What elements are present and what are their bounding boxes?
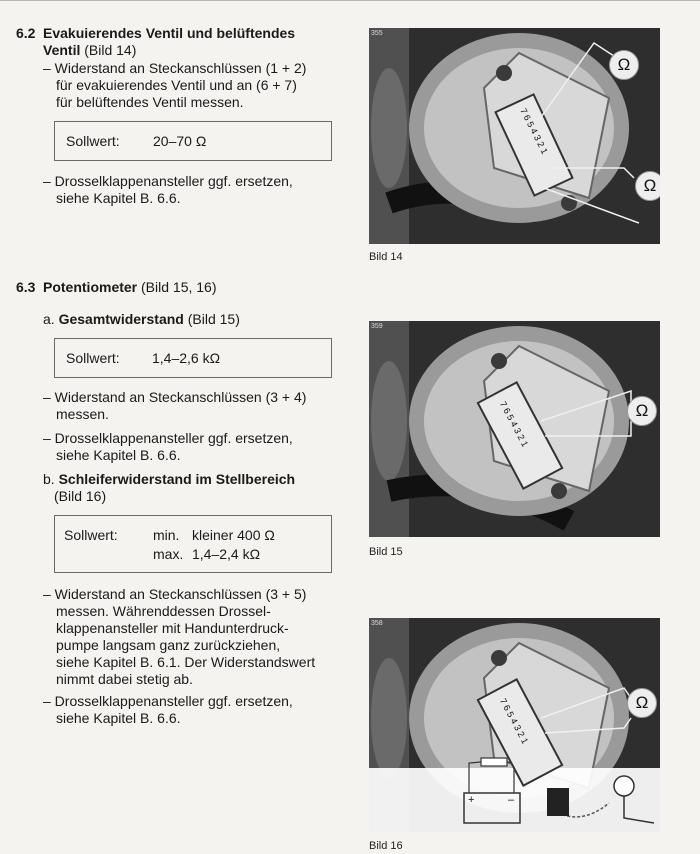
- sollwert-value: 20–70 Ω: [153, 133, 207, 149]
- subsection-b-item1: [43, 586, 315, 688]
- ohmmeter-icon: Ω: [627, 396, 657, 426]
- section-6-2-item1: [43, 60, 306, 111]
- section-6-2-title-line1: Evakuierendes Ventil und belüftendes: [43, 25, 296, 41]
- figure-14-caption: Bild 14: [369, 251, 403, 263]
- section-6-2-title-line2: Ventil: [43, 42, 81, 58]
- section-6-3-heading: [43, 279, 217, 296]
- ohmmeter-icon: Ω: [635, 171, 660, 201]
- section-6-2-figure-ref: (Bild 14): [80, 42, 137, 58]
- section-6-2-heading: [43, 25, 343, 59]
- subsection-a-item1: [43, 389, 306, 423]
- ohmmeter-icon: Ω: [627, 688, 657, 718]
- item-line: nimmt dabei stetig ab.: [56, 671, 193, 687]
- sollwert-label: Sollwert:: [66, 350, 120, 366]
- figure-16-photo: [369, 618, 660, 832]
- item-line: – Widerstand an Steckanschlüssen (3 + 4): [43, 389, 307, 405]
- photo-id: 358: [371, 620, 383, 627]
- sollwert-box-a: [54, 338, 332, 378]
- subsection-a-heading: [43, 311, 240, 328]
- section-6-3-title: Potentiometer: [43, 279, 138, 295]
- subsection-a-title: Gesamtwiderstand: [58, 311, 184, 327]
- measurement-leads: [369, 618, 660, 832]
- section-6-3-number: 6.3: [16, 279, 36, 295]
- subsection-b-title: Schleiferwiderstand im Stellbereich: [58, 471, 296, 487]
- subsection-a-prefix: a.: [43, 311, 55, 327]
- item-line: klappenansteller mit Handunterdruck-: [56, 620, 289, 636]
- item-line: für evakuierendes Ventil und an (6 + 7): [56, 77, 297, 93]
- battery-minus: –: [508, 794, 515, 806]
- figure-15-caption: Bild 15: [369, 546, 403, 558]
- item-line: messen. Währenddessen Drossel-: [56, 603, 271, 619]
- subsection-b-prefix: b.: [43, 471, 55, 487]
- photo-id: 359: [371, 323, 383, 330]
- connector-pin-numbers: 7 6 5 4 3 2 1: [497, 399, 531, 449]
- subsection-b-ref: (Bild 16): [54, 488, 107, 504]
- photo-id: 355: [371, 30, 383, 37]
- section-6-2-item2: [43, 173, 293, 207]
- sollwert-box-6-2: [54, 121, 332, 161]
- item-line: siehe Kapitel B. 6.6.: [56, 190, 181, 206]
- figure-15-photo: [369, 321, 660, 537]
- subsection-a-item2: [43, 430, 293, 464]
- sollwert-max-key: max.: [153, 546, 184, 562]
- battery-plus: +: [468, 794, 475, 806]
- top-rule: [0, 0, 700, 1]
- sollwert-label: Sollwert:: [64, 527, 118, 543]
- item-line: siehe Kapitel B. 6.6.: [56, 447, 181, 463]
- connector-pin-numbers: 7 6 5 4 3 2 1: [518, 106, 550, 156]
- item-line: – Widerstand an Steckanschlüssen (3 + 5): [43, 586, 307, 602]
- section-6-2-number: 6.2: [16, 25, 36, 41]
- item-line: siehe Kapitel B. 6.6.: [56, 710, 181, 726]
- sollwert-min-value: kleiner 400 Ω: [192, 527, 275, 543]
- item-line: – Drosselklappenansteller ggf. ersetzen,: [43, 693, 293, 709]
- item-line: – Widerstand an Steckanschlüssen (1 + 2): [43, 60, 307, 76]
- item-line: messen.: [56, 406, 109, 422]
- figure-14-photo: [369, 28, 660, 244]
- sollwert-box-b: [54, 515, 332, 573]
- sollwert-max-value: 1,4–2,4 kΩ: [192, 546, 261, 562]
- subsection-a-ref: (Bild 15): [183, 311, 240, 327]
- ohmmeter-icon: Ω: [609, 50, 639, 80]
- item-line: pumpe langsam ganz zurückziehen,: [56, 637, 281, 653]
- sollwert-value: 1,4–2,6 kΩ: [152, 350, 221, 366]
- item-line: für belüftendes Ventil messen.: [56, 94, 244, 110]
- subsection-b-heading: [43, 471, 295, 505]
- sollwert-label: Sollwert:: [66, 133, 120, 149]
- figure-16-caption: Bild 16: [369, 840, 403, 852]
- connector-pin-numbers: 7 6 5 4 3 2 1: [497, 696, 531, 746]
- subsection-b-item2: [43, 693, 293, 727]
- measurement-leads: [369, 321, 660, 537]
- item-line: siehe Kapitel B. 6.1. Der Widerstandswert: [56, 654, 316, 670]
- sollwert-min-key: min.: [153, 527, 180, 543]
- item-line: – Drosselklappenansteller ggf. ersetzen,: [43, 173, 293, 189]
- section-6-3-figure-ref: (Bild 15, 16): [137, 279, 217, 295]
- item-line: – Drosselklappenansteller ggf. ersetzen,: [43, 430, 293, 446]
